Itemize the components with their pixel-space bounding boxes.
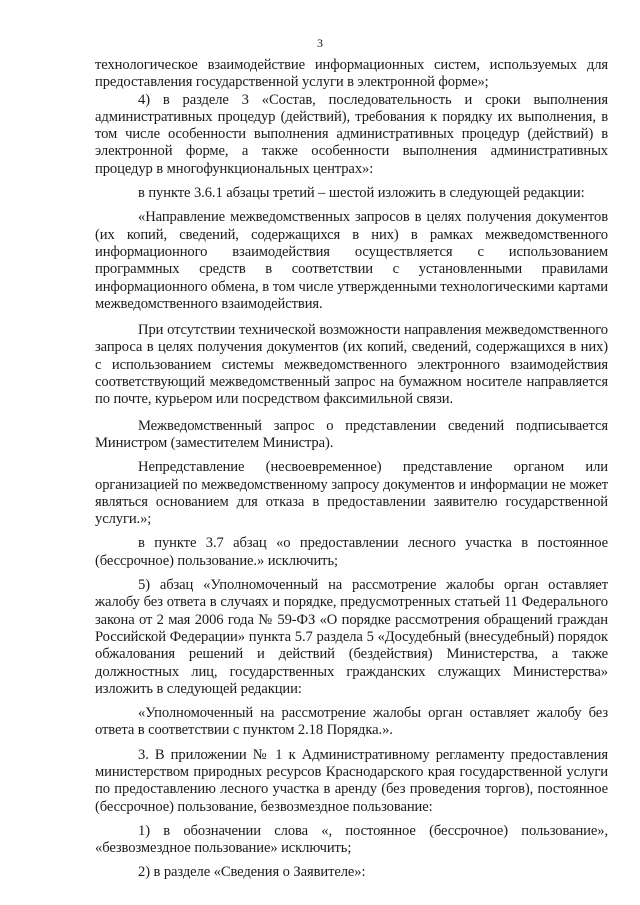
paragraph: 1) в обозначении слова «, постоянное (бессрочное) пользование», «безвозмездное пользование» исключить; <box>95 822 608 857</box>
paragraph: в пункте 3.6.1 абзацы третий – шестой изложить в следующей редакции: <box>138 185 585 202</box>
paragraph: технологическое взаимодействие информационных систем, используемых для предоставления государственной услуги в электронной форме»; <box>95 57 608 91</box>
paragraph: в пункте 3.7 абзац «о предоставлении лесного участка в постоянное (бессрочное) пользование.» исключить; <box>95 535 608 569</box>
paragraph: 4) в разделе 3 «Состав, последовательность и сроки выполнения административных процедур (действий), требования к порядку их выполнения, в том числе особенности выполнения административных процедур (действий) в электронной форме, а также особенности выполнения административных процедур в многофункциональных центрах»: <box>95 91 608 177</box>
paragraph: 2) в разделе «Сведения о Заявителе»: <box>138 864 366 881</box>
paragraph: 5) абзац «Уполномоченный на рассмотрение жалобы орган оставляет жалобу без ответа в случаях и порядке, предусмотренных статьей 11 Федерального закона от 2 мая 2006 года № 59-ФЗ «О порядке рассмотрения обращений граждан Российской Федерации» пункта 5.7 раздела 5 «Досудебный (внесудебный) порядок обжалования решений и действий (бездействия) Министерства, а также должностных лиц, государственных гражданских служащих Министерства» изложить в следующей редакции: <box>95 577 608 697</box>
document-body <box>95 57 608 882</box>
paragraph: Непредставление (несвоевременное) представление органом или организацией по межведомственному запросу документов и информации не может являться основанием для отказа в предоставлении заявителю государственной услуги.»; <box>95 459 608 528</box>
paragraph: При отсутствии технической возможности направления межведомственного запроса в целях получения документов (их копий, сведений, содержащихся в них) с использованием системы межведомственного электронного взаимодействия соответствующий межведомственный запрос на бумажном носителе направляется по почте, курьером или посредством факсимильной связи. <box>95 322 608 408</box>
paragraph: Межведомственный запрос о представлении сведений подписывается Министром (заместителем Министра). <box>95 417 608 451</box>
paragraph: «Направление межведомственных запросов в целях получения документов (их копий, сведений, содержащихся в них) в рамках межведомственного информационного взаимодействия осуществляется с использованием программных средств в соответствии с установленными правилами информационного обмена, в том числе утвержденными технологическими картами межведомственного взаимодействия. <box>95 209 608 312</box>
paragraph: «Уполномоченный на рассмотрение жалобы орган оставляет жалобу без ответа в соответствии с пунктом 2.18 Порядка.». <box>95 705 608 739</box>
page-number: 3 <box>317 36 323 50</box>
paragraph: 3. В приложении № 1 к Административному регламенту предоставления министерством природных ресурсов Краснодарского края государственной услуги по предоставлению лесного участка в аренду (без проведения торгов), постоянное (бессрочное) пользование, безвозмездное пользование: <box>95 746 608 815</box>
